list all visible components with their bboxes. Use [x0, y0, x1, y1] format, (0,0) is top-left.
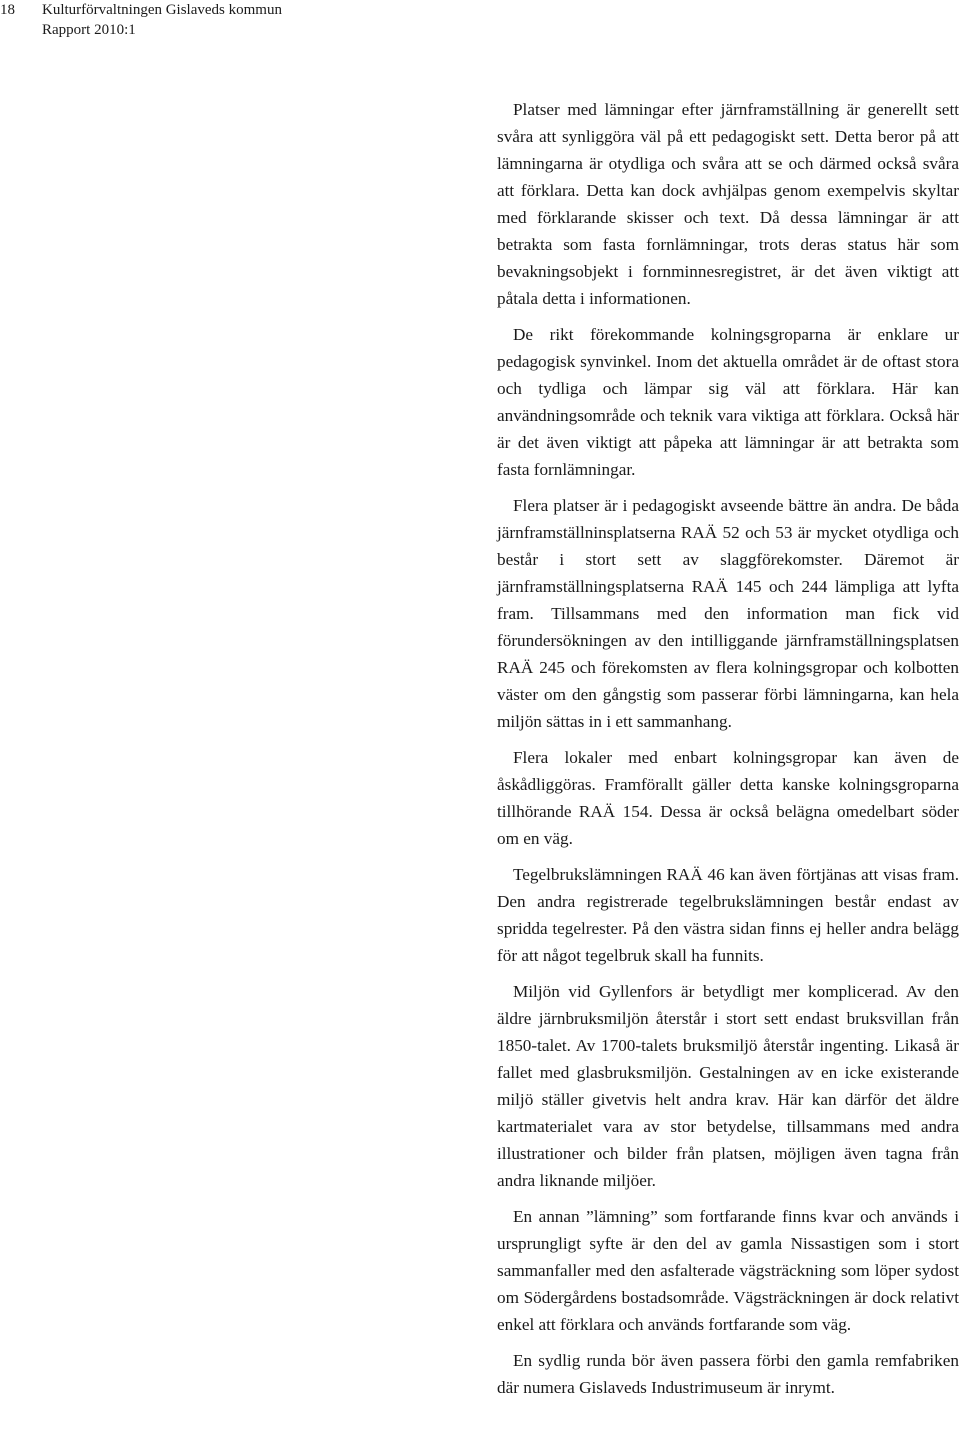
- paragraph: De rikt förekommande kolningsgroparna är enklare ur pedagogisk synvinkel. Inom det aktuella området är de oftast stora och tydliga och lämpar sig väl att förklara. Här kan användningsområde och teknik vara viktiga att förklara. Också här är det även viktigt att påpeka att lämningar är att betrakta som fasta fornlämningar.: [497, 325, 959, 479]
- page-number: 18: [0, 2, 15, 18]
- body-text: [497, 96, 959, 1410]
- paragraph: Platser med lämningar efter järnframställning är generellt sett svåra att synliggöra väl på ett pedagogiskt sett. Detta beror på att lämningarna är otydliga och svåra att se och därmed också svåra att förklara. Detta kan dock avhjälpas genom exempelvis skyltar med förklarande skisser och text. Då dessa lämningar är att betrakta som fasta fornlämningar, trots deras status här som bevakningsobjekt i fornminnesregistret, är det även viktigt att påtala detta i informationen.: [497, 100, 959, 308]
- paragraph: En annan ”lämning” som fortfarande finns kvar och används i ursprungligt syfte är den del av gamla Nissastigen som i stort sammanfaller med den asfalterade vägsträckning som löper sydost om Södergårdens bostadsområde. Vägsträckningen är dock relativt enkel att förklara och används fortfarande som väg.: [497, 1207, 959, 1334]
- paragraph: Flera platser är i pedagogiskt avseende bättre än andra. De båda järnframställninsplatserna RAÄ 52 och 53 är mycket otydliga och består i stort sett av slaggförekomster. Däremot är järnframställningsplatserna RAÄ 145 och 244 lämpliga att lyfta fram. Tillsammans med den information man fick vid förundersökningen av den intilliggande järnframställningsplatsen RAÄ 245 och förekomsten av flera kolningsgropar och kolbotten väster om den gångstig som passerar förbi lämningarna, kan hela miljön sättas in i ett sammanhang.: [497, 496, 959, 731]
- paragraph: Tegelbrukslämningen RAÄ 46 kan även förtjänas att visas fram. Den andra registrerade tegelbrukslämningen består endast av spridda tegelrester. På den västra sidan finns ej heller andra belägg för att något tegelbruk skall ha funnits.: [497, 865, 959, 965]
- header-title: Kulturförvaltningen Gislaveds kommun: [42, 2, 282, 18]
- paragraph: Miljön vid Gyllenfors är betydligt mer komplicerad. Av den äldre järnbruksmiljön återstår i stort sett endast bruksvillan från 1850-talet. Av 1700-talets bruksmiljö återstår ingenting. Likaså är fallet med glasbruksmiljön. Gestalningen av en icke existerande miljö ställer givetvis helt andra krav. Här kan därför det äldre kartmaterialet vara av stor betydelse, tillsammans med andra illustrationer och bilder från platsen, möjligen även tagna från andra liknande miljöer.: [497, 982, 959, 1190]
- header-subtitle: Rapport 2010:1: [42, 22, 136, 38]
- paragraph: Flera lokaler med enbart kolningsgropar kan även de åskådliggöras. Framförallt gäller detta kanske kolningsgroparna tillhörande RAÄ 154. Dessa är också belägna omedelbart söder om en väg.: [497, 748, 959, 848]
- paragraph: En sydlig runda bör även passera förbi den gamla remfabriken där numera Gislaveds Industrimuseum är inrymt.: [497, 1351, 959, 1397]
